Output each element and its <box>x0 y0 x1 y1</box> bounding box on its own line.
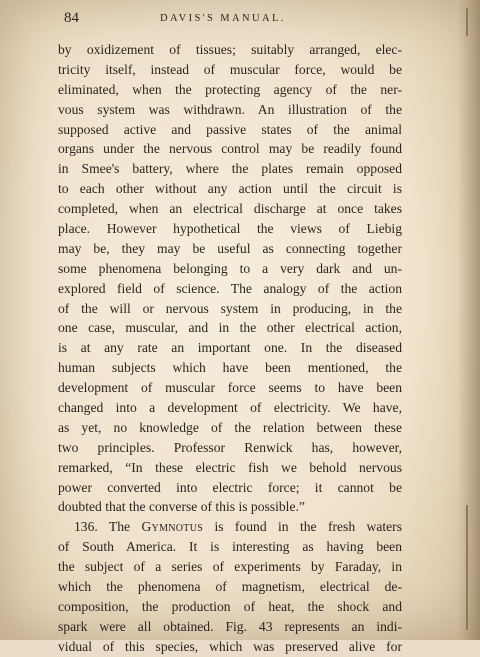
body-text <box>58 40 402 657</box>
text-line: remarked, “In these electric fish we behold nervous <box>58 459 402 475</box>
text-line: tricity itself, instead of muscular force, would be <box>58 61 402 77</box>
text-line: doubted that the converse of this is possible.” <box>58 499 305 515</box>
text-line: changed into a development of electricity. We have, <box>58 400 402 416</box>
text-line: in Smee's battery, where the plates remain opposed <box>58 161 402 177</box>
text-line: by oxidizement of tissues; suitably arranged, elec- <box>58 42 402 57</box>
first-line-suffix: is found in the fresh waters <box>203 519 402 535</box>
binding-mark-bottom <box>466 505 468 630</box>
text-line: human subjects which have been mentioned, the <box>58 360 402 376</box>
text-line: the subject of a series of experiments by Faraday, in <box>58 559 402 575</box>
text-line: to each other without any action until the circuit is <box>58 181 402 197</box>
text-line: power converted into electric force; it cannot be <box>58 479 402 495</box>
text-line: composition, the production of heat, the shock and <box>58 598 402 614</box>
text-line: supposed active and passive states of the animal <box>58 121 402 137</box>
page-header <box>64 10 444 30</box>
binding-mark-top <box>466 8 468 36</box>
text-line: spark were all obtained. Fig. 43 represents an indi- <box>58 618 402 634</box>
text-line: of South America. It is interesting as having been <box>58 539 402 555</box>
text-line: completed, when an electrical discharge at once takes <box>58 201 402 217</box>
text-line: vous system was withdrawn. An illustration of the <box>58 101 402 117</box>
paragraph-136-first-line <box>58 517 402 537</box>
page-number: 84 <box>64 10 79 26</box>
text-line: eliminated, when the protecting agency of the ner- <box>58 81 402 97</box>
text-line: may be, they may be useful as connecting together <box>58 240 402 256</box>
page-edge-shadow <box>458 0 480 640</box>
text-line: of the will or nervous system in producing, in the <box>58 300 402 316</box>
text-line: explored field of science. The analogy of the action <box>58 280 402 296</box>
text-line: vidual of this species, which was preserved alive for <box>58 638 402 654</box>
text-line: some phenomena belonging to a very dark and un- <box>58 260 402 276</box>
text-line: is at any rate an important one. In the diseased <box>58 340 402 356</box>
text-line: one case, muscular, and in the other electrical action, <box>58 320 402 336</box>
text-line: two principles. Professor Renwick has, however, <box>58 439 402 455</box>
species-name: Gymnotus <box>141 519 204 535</box>
text-line: development of muscular force seems to have been <box>58 380 402 396</box>
paragraph-number-prefix: 136. The <box>74 519 142 535</box>
text-line: which the phenomena of magnetism, electrical de- <box>58 579 402 595</box>
running-title: DAVIS'S MANUAL. <box>160 13 286 24</box>
text-line: place. However hypothetical the views of Liebig <box>58 221 402 237</box>
text-line: as yet, no knowledge of the relation between these <box>58 419 402 435</box>
text-line: organs under the nervous control may be readily found <box>58 141 402 157</box>
